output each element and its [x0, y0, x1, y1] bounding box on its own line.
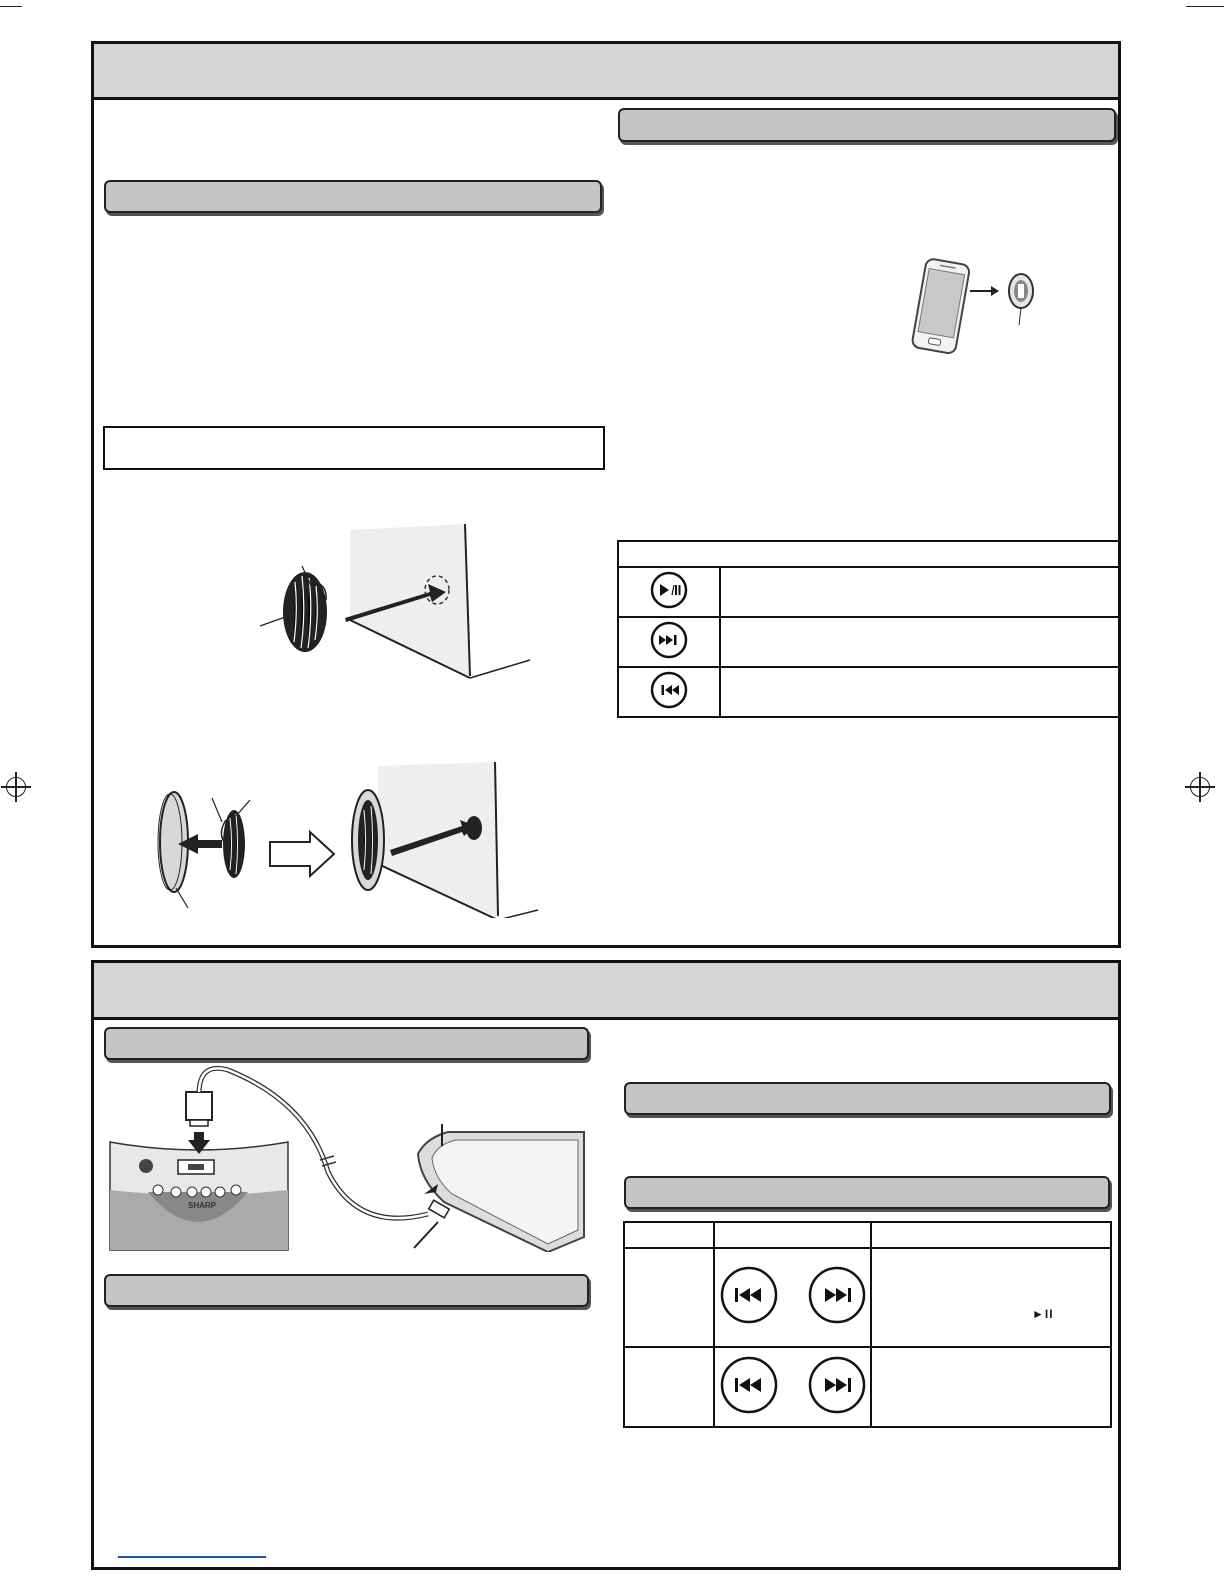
control-row-text-back	[720, 667, 1120, 717]
smartphone-nfc-illustration	[905, 255, 1055, 365]
adhesive-pad-wall-illustration	[250, 520, 540, 685]
crop-mark-tl	[0, 6, 22, 7]
registration-mark-right	[1190, 777, 1210, 797]
skip-forward-large-icon-2	[807, 1355, 867, 1415]
crop-mark-tr	[1186, 6, 1224, 7]
registration-mark-left	[6, 777, 26, 797]
section-heading-bar-2	[618, 108, 1116, 142]
control-row-text-forward	[720, 617, 1120, 667]
function-table-col-2	[714, 1222, 871, 1248]
function-row-1-label	[624, 1248, 714, 1347]
skip-back-large-icon-2	[719, 1355, 779, 1415]
control-button-table	[617, 540, 1121, 718]
function-table-col-1	[624, 1222, 714, 1248]
section-heading-bar-5	[624, 1082, 1111, 1115]
function-row-2-label	[624, 1347, 714, 1427]
note-box	[103, 426, 605, 470]
control-table-header	[618, 541, 1120, 567]
speaker-brand-logo: SHARP	[188, 1201, 217, 1210]
section-heading-bar-4	[104, 1274, 589, 1307]
usb-connection-illustration	[108, 1062, 586, 1252]
upper-panel-header	[94, 44, 1118, 100]
footer-link-underline	[118, 1556, 266, 1558]
control-row-text-play	[720, 567, 1120, 617]
function-table-col-3	[871, 1222, 1111, 1248]
backing-removal-illustration	[150, 758, 540, 918]
section-heading-bar-6	[624, 1176, 1110, 1209]
skip-back-button-icon	[649, 670, 689, 710]
lower-panel-header	[94, 963, 1118, 1020]
section-heading-bar-3	[104, 1027, 589, 1060]
skip-forward-large-icon	[807, 1265, 867, 1325]
play-pause-button-icon	[649, 570, 689, 610]
function-table	[623, 1221, 1112, 1428]
function-row-2-desc	[871, 1347, 1111, 1427]
play-pause-symbol: ►II	[1032, 1307, 1054, 1321]
skip-forward-button-icon	[649, 620, 689, 660]
section-heading-bar-1	[104, 180, 602, 213]
skip-back-large-icon	[719, 1265, 779, 1325]
